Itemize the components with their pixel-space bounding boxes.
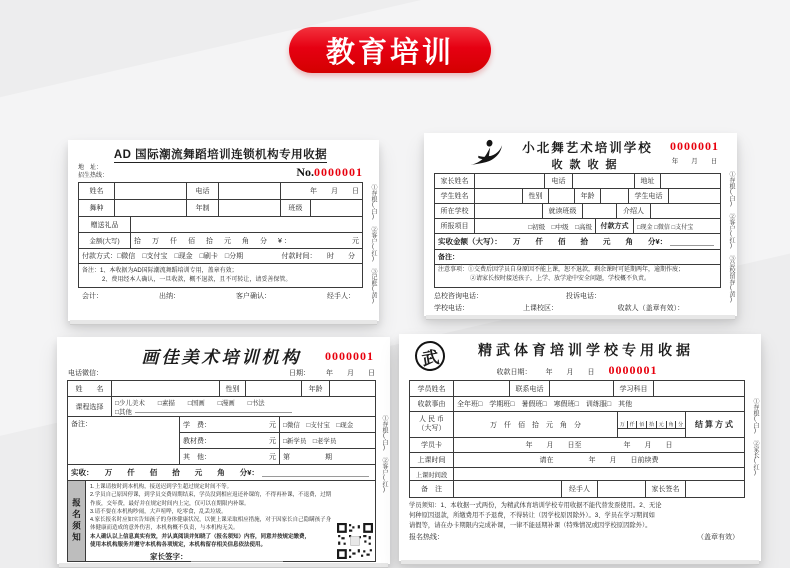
grid-head-jiao: 角 — [668, 421, 674, 428]
tuition-yuan: 元 — [269, 421, 276, 429]
fees-subtable — [180, 417, 375, 464]
campus-label: 上课校区： — [522, 305, 558, 312]
form-table — [434, 173, 721, 288]
date-field: 年 月 日 — [310, 188, 359, 196]
name-label: 姓 名 — [68, 381, 112, 396]
amount-text: 实收金额（大写）： 万 仟 佰 拾 元 角 分¥： — [438, 237, 668, 246]
receipt-number — [296, 165, 363, 180]
name-field — [112, 381, 220, 396]
receipt-title-text: AD 国际潮流舞蹈培训连锁机构专用收据 — [113, 149, 328, 161]
hotline-label: 招生热线： — [78, 173, 109, 180]
subject-label: 学习科目 — [614, 381, 654, 396]
age-field — [330, 381, 375, 396]
row-payment — [79, 249, 362, 264]
parent-sign-fill — [191, 561, 283, 562]
date-line — [409, 363, 745, 378]
note-line-1: 备注：1、本收据为AD国际潮流舞蹈培训专用，盖章有效； — [82, 267, 238, 274]
time-slot-field — [454, 468, 744, 480]
notice-tab-label: 报名须知 — [68, 481, 86, 561]
number-value: 0000001 — [314, 165, 363, 180]
student-name-field — [475, 189, 523, 203]
receipt-type: 收款收据 — [551, 159, 624, 171]
notes-field — [79, 264, 362, 287]
gift-field — [131, 217, 362, 232]
row-notes — [79, 264, 362, 287]
parent-sign-label: 家长签字： — [150, 552, 188, 561]
material-row — [180, 433, 375, 449]
row-name-phone — [79, 183, 362, 200]
grid-head-fen: 分 — [678, 421, 684, 428]
signature-row — [78, 288, 363, 301]
remark-field — [454, 481, 562, 497]
receipt-xiaobei-dance — [424, 133, 737, 316]
material-cell — [180, 433, 280, 448]
category-banner — [289, 27, 491, 73]
seal-note: （盖章有效） — [697, 534, 739, 542]
reason-options: 全年班□ 学期班□ 暑假班□ 寒假班□ 训练服□ 其他 — [457, 401, 633, 408]
row-fees — [68, 417, 375, 465]
date-field: 年 月 日 — [671, 158, 718, 165]
row-course — [68, 397, 375, 417]
number-prefix: No. — [296, 165, 314, 180]
notice-line-1: 1.上课请按时到本机构，接送迟到学生超过规定时间不等。 — [90, 484, 233, 490]
class-time-label: 上课时间 — [410, 453, 454, 467]
other-label: 其 他： — [183, 453, 211, 461]
receipt-jingwu-sports — [399, 334, 761, 561]
time-slot-label: 上课时间段 — [410, 468, 454, 480]
amount-field — [131, 233, 362, 248]
form-table — [409, 380, 745, 498]
handler-label: 经手人： — [327, 293, 355, 301]
member-options: □新学员 □老学员 — [283, 438, 337, 445]
gender-field — [246, 381, 302, 396]
tuition-label: 学 费： — [183, 421, 211, 429]
course-other-label: □其他 — [115, 408, 132, 416]
row-program — [435, 219, 720, 234]
receipt-ad-dance — [68, 140, 379, 321]
student-notice — [409, 501, 745, 530]
qr-code — [337, 523, 373, 559]
parent-sign-field — [686, 481, 744, 497]
amount-yuan: 元 — [352, 237, 359, 245]
notice-line-1: 注意事项：①交费后因学员自身原因不能上课，恕不退款，剩余课时可延期两年，逾期作废； — [438, 267, 685, 273]
customer-confirm-label: 客户确认： — [236, 293, 271, 301]
renew-field: 请在 年 月 日前续费 — [539, 457, 659, 464]
tuition-row — [180, 417, 375, 433]
remark-label: 备 注 — [410, 481, 454, 497]
member-card-range: 年 月 日至 年 月 日 — [525, 442, 673, 449]
note-line-2: 2、费用经本人确认，一旦收款，概不退款，且不可转让，请妥善保管。 — [102, 276, 292, 283]
date-label: 收款日期： — [496, 369, 532, 376]
amount-fill-line — [262, 468, 369, 477]
settle-method-label: 结算方式 — [695, 420, 735, 429]
school-name: 画佳美术培训机构 — [141, 348, 302, 368]
phone-field — [219, 183, 281, 199]
wechat-label: 电话微信： — [68, 370, 103, 377]
notice-line-2: 2.学员自己原因停课，到学员交费周期结束，学员没到相应返还补课的，不得再补课，不退费，过期作废，交年费，最好并在规定时间内上完，仅可以在期限内补课。 — [90, 492, 332, 507]
grid-col-jiao — [667, 421, 677, 429]
grid-head-yuan: 元 — [658, 421, 664, 428]
grade-field — [583, 204, 617, 218]
tuition-pay-options: □微信 □支付宝 □现金 — [283, 422, 354, 429]
row-school — [435, 204, 720, 219]
copy-legend: ①存根(白) ②客户(红) ③记账(黄) — [370, 184, 376, 304]
name-label: 姓名 — [79, 183, 115, 199]
course-options-line-2 — [115, 407, 295, 416]
amount-text: 实收： 万 仟 佰 拾 元 角 分¥： — [71, 468, 259, 477]
row-member-card — [410, 438, 744, 453]
payment-time: 付款时间： 时 分 — [281, 253, 355, 261]
phone-label: 电话 — [545, 174, 573, 188]
years-field — [219, 200, 281, 216]
school-phone-label: 学校电话： — [434, 305, 469, 312]
address-label: 地址 — [635, 174, 661, 188]
parent-name-label: 家长姓名 — [435, 174, 475, 188]
parent-name-field — [475, 174, 545, 188]
material-label: 教材费： — [183, 437, 211, 445]
class-field — [311, 200, 362, 216]
notice-line-4: 4.家长报名时应如实告知孩子的身体健康状况，以便上课采取相应措施，对于因家长自己隐瞒孩子身体健康而造成的意外伤害，本机构概不负责，与本机构无关。 — [90, 517, 332, 532]
row-student — [435, 189, 720, 204]
rmb-label-line-2: （大写） — [417, 424, 446, 432]
phone-field — [573, 174, 635, 188]
grid-col-bai — [637, 421, 647, 429]
date-field: 年 月 日 — [326, 370, 375, 377]
tuition-cell — [180, 417, 280, 432]
class-label: 班级 — [281, 200, 311, 216]
note-label: 备注： — [438, 254, 459, 261]
form-table — [78, 182, 363, 288]
number-value: 0000001 — [670, 139, 719, 153]
contact-line-1 — [434, 291, 721, 301]
grid-head-wan: 万 — [619, 421, 625, 428]
date-label: 日期： — [289, 370, 311, 377]
parent-sign-row — [90, 551, 333, 562]
number-value: 0000001 — [325, 349, 374, 363]
amount-label: 金额(大写) — [79, 233, 131, 248]
dancer-logo-icon — [468, 139, 504, 172]
member-card-label: 学员卡 — [410, 438, 454, 452]
rmb-label-line-1: 人 民 币 — [419, 415, 444, 423]
note-label: 备注： — [68, 417, 180, 464]
notice-line-2: 何种原因退款，所缴费用不予退费，不得转让（因学校原因除外）。3、学员在学习期间如 — [409, 511, 655, 519]
course-label: 课程选择 — [68, 397, 112, 416]
amount-field — [435, 234, 720, 249]
copy-legend: ①存根(白) ②客户(红) — [381, 415, 387, 493]
handler-field — [598, 481, 646, 497]
referrer-label: 介绍人 — [617, 204, 651, 218]
other-row — [180, 449, 375, 464]
course-other-fill — [135, 407, 292, 413]
row-parent — [435, 174, 720, 189]
gender-field — [549, 189, 575, 203]
reason-label: 收款事由 — [410, 397, 454, 411]
row-student — [410, 381, 744, 397]
row-dance-class — [79, 200, 362, 217]
grade-label: 就读班级 — [543, 204, 583, 218]
row-notice — [435, 265, 720, 287]
row-note — [435, 250, 720, 265]
phone-label: 电话 — [187, 183, 219, 199]
contact-phone-field — [550, 381, 614, 396]
row-amount — [68, 465, 375, 481]
name-field — [115, 183, 187, 199]
notice-field — [435, 265, 720, 287]
notice-line-2: ②请家长按时接送孩子，上学、放学途中安全问题，学校概不负责。 — [470, 275, 651, 282]
footer-contacts — [434, 291, 721, 313]
cashier-label: 出纳： — [159, 293, 180, 301]
amount-field — [68, 465, 375, 480]
other-cell — [180, 449, 280, 464]
date-field: 年 月 日 — [545, 369, 595, 376]
address-label: 地 址： — [78, 165, 103, 171]
payment-field — [79, 249, 362, 263]
age-label: 年龄 — [575, 189, 601, 203]
address-block — [78, 164, 108, 180]
address-field — [661, 174, 720, 188]
payee-label: 收款人（盖章有效）： — [617, 305, 685, 312]
info-line — [68, 368, 375, 378]
row-time-slot — [410, 468, 744, 481]
copy-legend: ①存根(白) ②家长(红) — [752, 398, 758, 476]
receipt-header — [434, 138, 721, 171]
receipt-header — [409, 340, 745, 378]
row-class-time — [410, 453, 744, 468]
complaint-phone-label: 投诉电话： — [566, 293, 602, 300]
grid-col-shi — [647, 421, 657, 429]
row-gift — [79, 217, 362, 233]
dance-field — [115, 200, 187, 216]
form-table — [67, 380, 376, 562]
row-remark — [410, 481, 744, 497]
pay-method-options: □现金 □微信 □支付宝 — [637, 224, 694, 231]
receipt-header — [67, 343, 376, 367]
subject-field — [654, 381, 744, 396]
program-options: □初级 □中级 □高级 — [475, 219, 596, 233]
number-value: 0000001 — [608, 363, 658, 377]
gift-label: 赠送礼品 — [79, 217, 131, 232]
program-label: 所报项目 — [435, 219, 475, 233]
rmb-units: 万 仟 佰 拾 元 角 分 — [454, 412, 618, 437]
course-options — [112, 397, 375, 416]
accountant-label: 会计： — [82, 293, 103, 301]
copy-legend: ①存根(白) ②客户(红) ③总校留存(黄) — [728, 171, 734, 303]
confirm-line-1: 本人确认以上信息真实有效，并认真阅读并知晓了（报名须知）内容，同意并按规定缴费， — [90, 533, 311, 540]
confirm-line-2: 使用本机构服务并遵守本机构各项规定，本机构留存相关信息依法使用。 — [90, 541, 267, 548]
amount-units: 拾 万 仟 佰 拾 元 角 分 ¥： — [134, 237, 293, 245]
date-block — [289, 368, 375, 378]
notice-body — [86, 481, 375, 561]
contact-line-2 — [434, 303, 721, 313]
notice-line-3: 3.请不要在本机构吵闹，大声喧哗，吃零食，乱丢垃圾。 — [90, 508, 227, 515]
parent-sign-label: 家长签名 — [646, 481, 686, 497]
age-label: 年龄 — [302, 381, 330, 396]
notice-line-3: 请假等，请在办卡期限内完成补课，一律不能延期补课（特殊情况或因学校原因除外）。 — [409, 521, 652, 529]
row-registration-notice — [68, 481, 375, 561]
age-field — [601, 189, 629, 203]
contact-phone-label: 联系电话 — [510, 381, 550, 396]
school-name: 小北舞艺术培训学校 — [522, 141, 653, 155]
referrer-field — [651, 204, 720, 218]
gender-label: 性别 — [523, 189, 549, 203]
grid-col-qian — [628, 421, 638, 429]
dance-label: 舞种 — [79, 200, 115, 216]
receipt-title — [78, 146, 363, 162]
notice-line-1: 学员须知：1、本收据一式两份，为精武体育培训学校专用收据不能代替发票使用。2、无论 — [409, 502, 662, 509]
student-name-label: 学员姓名 — [410, 381, 454, 396]
grid-col-yuan — [657, 421, 667, 429]
material-yuan: 元 — [269, 437, 276, 445]
grid-head-shi: 拾 — [649, 421, 655, 428]
student-phone-label: 学生电话 — [629, 189, 669, 203]
amount-fill-line — [670, 237, 714, 246]
session-field: 第 期 — [283, 453, 332, 461]
other-yuan: 元 — [269, 453, 276, 461]
row-amount — [435, 234, 720, 250]
category-banner-label: 教育培训 — [325, 36, 454, 69]
row-name — [68, 381, 375, 397]
receipt-header — [78, 164, 363, 180]
handler-label: 经手人 — [562, 481, 598, 497]
course-options-line-1: □少儿美术 □素描 □国画 □漫画 □书法 — [115, 399, 265, 407]
years-label: 年制 — [187, 200, 219, 216]
payment-methods: 付款方式：□微信 □支付宝 □现金 □刷卡 □分期 — [82, 253, 244, 261]
amount-grid — [618, 412, 686, 437]
pay-method-label: 付款方式 — [596, 219, 634, 233]
receipt-number-block — [670, 139, 719, 165]
martial-seal-icon: 武 — [413, 339, 448, 374]
hotline-row — [409, 532, 745, 542]
row-amount — [79, 233, 362, 249]
row-rmb — [410, 412, 744, 438]
student-name-field — [454, 381, 510, 396]
receipt-huajia-art — [57, 337, 390, 564]
gender-label: 性别 — [220, 381, 246, 396]
grid-col-fen — [676, 421, 685, 429]
student-phone-field — [669, 189, 720, 203]
grid-head-bai: 佰 — [639, 421, 645, 428]
student-name-label: 学生姓名 — [435, 189, 475, 203]
school-field — [475, 204, 543, 218]
school-name: 精武体育培训学校专用收据 — [478, 342, 694, 358]
row-reason — [410, 397, 744, 412]
grid-head-qian: 仟 — [629, 421, 635, 428]
grid-col-wan — [618, 421, 628, 429]
rmb-label — [410, 412, 454, 437]
hotline-label: 报名热线： — [409, 534, 444, 542]
school-label: 所在学校 — [435, 204, 475, 218]
hq-phone-label: 总校咨询电话： — [434, 293, 483, 300]
